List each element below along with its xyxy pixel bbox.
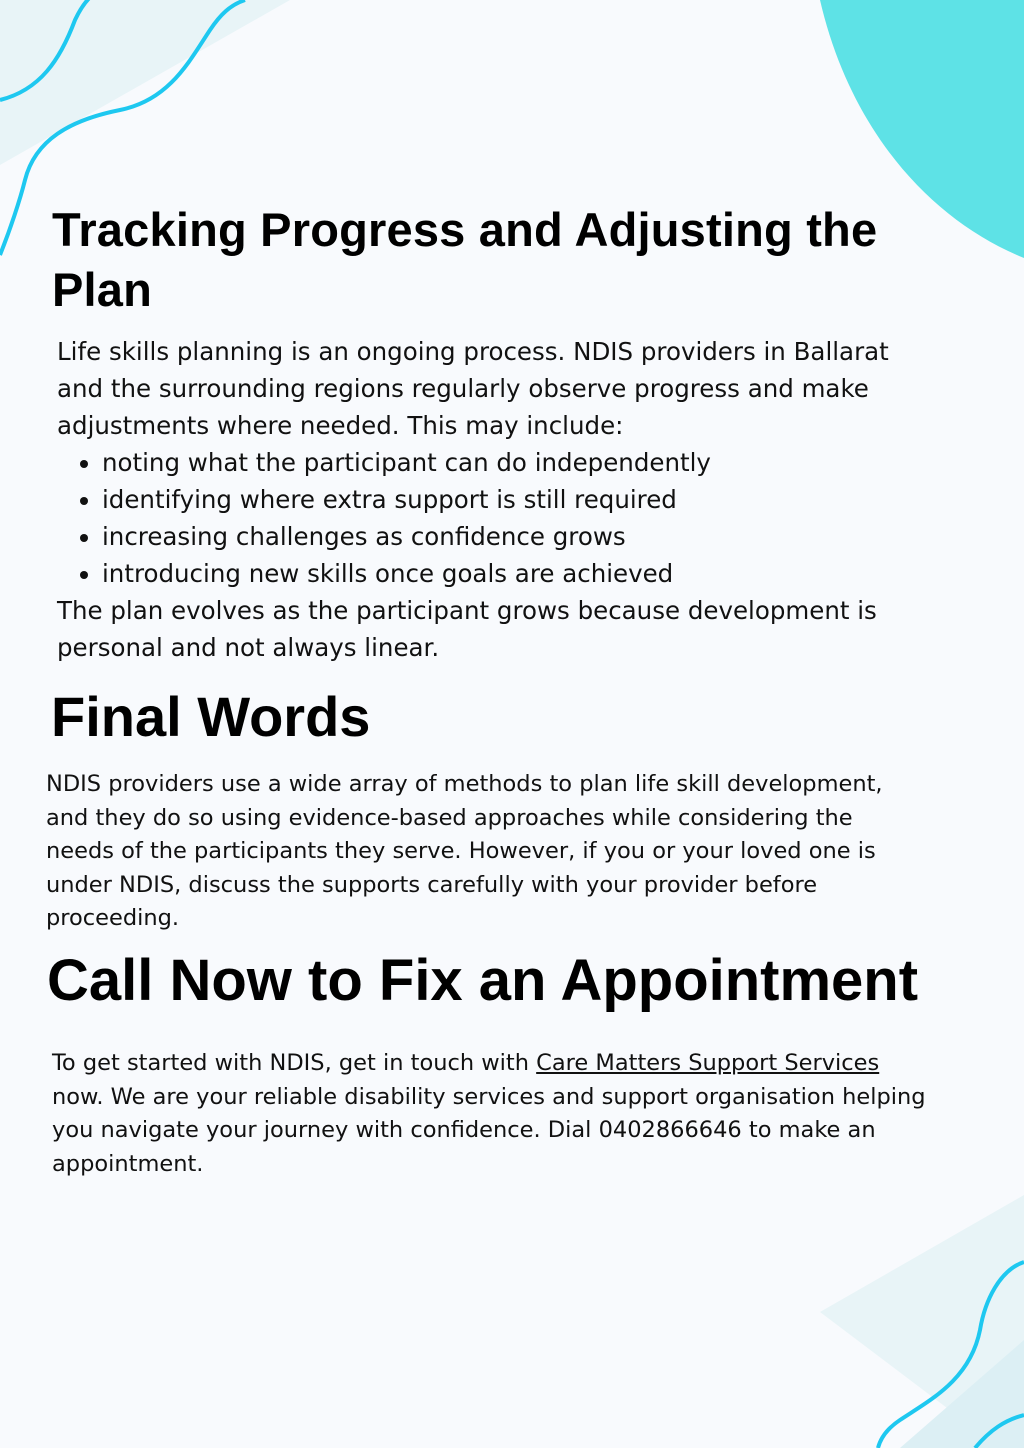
list-item: • identifying where extra support is still required bbox=[102, 481, 937, 518]
list-item: • introducing new skills once goals are achieved bbox=[102, 555, 937, 592]
call-now-body bbox=[52, 1047, 932, 1181]
tracking-heading: Tracking Progress and Adjusting the Plan bbox=[52, 203, 878, 316]
list-item: • noting what the participant can do independently bbox=[102, 444, 937, 481]
tracking-bullet-list bbox=[57, 444, 937, 592]
tracking-intro: Life skills planning is an ongoing process. NDIS providers in Ballarat and the surrounding regions regularly observe progress and make adjustments where needed. This may include: bbox=[57, 337, 889, 440]
tracking-outro: The plan evolves as the participant grows because development is personal and not always linear. bbox=[57, 596, 877, 662]
care-matters-link[interactable]: Care Matters Support Services bbox=[536, 1050, 880, 1076]
list-item: • increasing challenges as confidence grows bbox=[102, 518, 937, 555]
final-words-body: NDIS providers use a wide array of methods to plan life skill development, and they do so using evidence-based approaches while considering the needs of the participants they serve. However, if you or your loved one is under NDIS, discuss the supports carefully with your provider before proceeding. bbox=[46, 771, 883, 932]
final-words-heading: Final Words bbox=[51, 685, 371, 748]
call-now-text-after-link: now. We are your reliable disability services and support organisation helping you navigate your journey with confidence. Dial 0402866646 to make an appointment. bbox=[52, 1083, 926, 1177]
tracking-section-body bbox=[57, 333, 937, 666]
call-now-text-before-link: To get started with NDIS, get in touch with bbox=[52, 1050, 537, 1076]
call-now-heading: Call Now to Fix an Appointment bbox=[47, 948, 919, 1013]
